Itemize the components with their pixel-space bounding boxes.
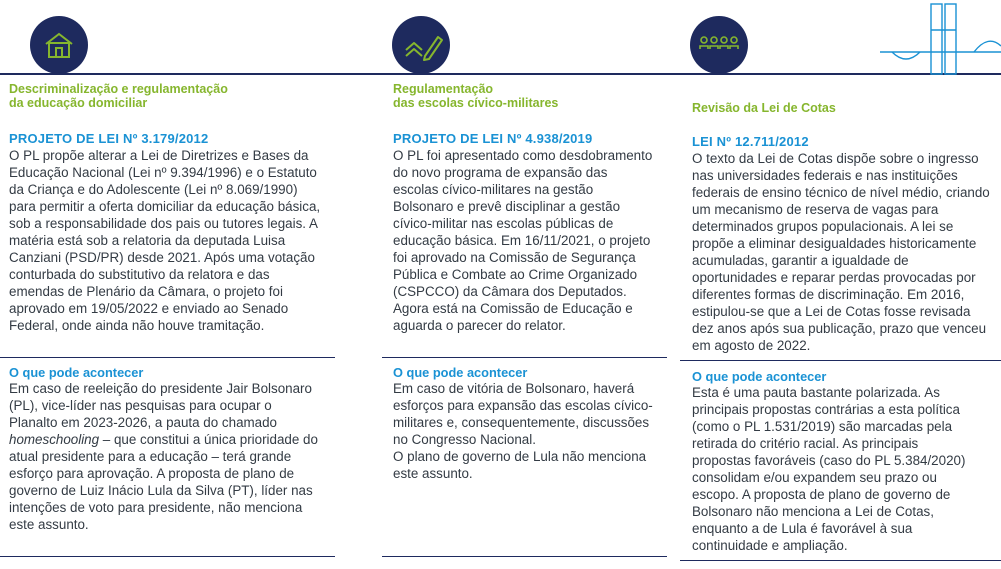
col2-bottom-rule bbox=[382, 556, 667, 557]
col3-sub-body: Esta é uma pauta bastante polarizada. As principais propostas contrárias a esta política (como o PL 1.531/2019) são marcadas pela retirada do critério racial. As principais propostas favoráveis (caso do PL 5.384/2020) consolidam e/ou expandem seu prazo ou escopo. A proposta de plano de governo de Bolsonaro não menciona a Lei de Cotas, enquanto a de Lula é favorável à sua continuidade e ampliação. bbox=[692, 385, 966, 553]
col3-bottom-rule bbox=[680, 560, 1001, 561]
congress-building-icon bbox=[880, 0, 1001, 76]
header-rule bbox=[0, 73, 1001, 75]
col2-law: PROJETO DE LEI Nº 4.938/2019 bbox=[393, 131, 593, 146]
col1-title: Descriminalização e regulamentação da educação domiciliar bbox=[9, 82, 228, 110]
col2-body: O PL foi apresentado como desdobramento do novo programa de expansão das escolas cívico-militares na gestão Bolsonaro e prevê disciplinar a gestão cívico-militar nas escolas públicas de educação básica. Em 16/11/2021, o projeto foi aprovado na Comissão de Segurança Pública e Combate ao Crime Organizado (CSPCCO) da Câmara dos Deputados. Agora está na Comissão de Educação e aguarda o parecer do relator. bbox=[393, 148, 653, 333]
col2-separator bbox=[382, 357, 667, 358]
col3-separator bbox=[680, 360, 1001, 361]
layers-icon-circle bbox=[392, 16, 450, 74]
col2-sub-body: Em caso de vitória de Bolsonaro, haverá esforços para expansão das escolas cívico-militares e, consequentemente, discussões no Congresso Nacional. O plano de governo de Lula não menciona este assunto. bbox=[393, 381, 653, 481]
col3-title: Revisão da Lei de Cotas bbox=[692, 101, 836, 115]
col3-law: LEI Nº 12.711/2012 bbox=[692, 134, 809, 149]
col1-sub-title: O que pode acontecer bbox=[9, 365, 144, 380]
col2-sub-title: O que pode acontecer bbox=[393, 365, 528, 380]
layers-pencil-icon bbox=[392, 16, 450, 74]
col1-bottom-rule bbox=[0, 556, 335, 557]
col1-law: PROJETO DE LEI Nº 3.179/2012 bbox=[9, 131, 209, 146]
col1-sub-body: Em caso de reeleição do presidente Jair Bolsonaro (PL), vice-líder nas pesquisas para ocupar o Planalto em 2023-2026, a pauta do chamado homeschooling – que constitui a única prioridade do atual presidente para a educação – terá grande esforço para aprovação. A proposta de plano de governo de Luiz Inácio Lula da Silva (PT), líder nas intenções de voto para presidente, não menciona este assunto. bbox=[9, 381, 318, 532]
col2-title: Regulamentação das escolas cívico-militares bbox=[393, 82, 559, 110]
col3-sub-title: O que pode acontecer bbox=[692, 369, 827, 384]
house-icon bbox=[30, 16, 88, 74]
col3-body: O texto da Lei de Cotas dispõe sobre o ingresso nas universidades federais e nas instituições federais de ensino técnico de nível médio, criando um mecanismo de reserva de vagas para determinados grupos populacionais. A lei se propõe a eliminar desigualdades historicamente acumuladas, garantir a igualdade de oportunidades e reparar perdas provocadas por diferentes formas de discriminação. Em 2016, estipulou-se que a Lei de Cotas fosse revisada dez anos após sua publicação, prazo que venceu em agosto de 2022. bbox=[692, 151, 990, 353]
col1-separator bbox=[0, 357, 335, 358]
house-icon-circle bbox=[30, 16, 88, 74]
people-icon-circle bbox=[690, 16, 748, 74]
people-group-icon bbox=[690, 16, 748, 74]
col1-body: O PL propõe alterar a Lei de Diretrizes e Bases da Educação Nacional (Lei nº 9.394/1996) e o Estatuto da Criança e do Adolescente (Lei nº 8.069/1990) para permitir a oferta domiciliar da educação básica, sob a responsabilidade dos pais ou tutores legais. A matéria está sob a relatoria da deputada Luisa Canziani (PSD/PR) desde 2021. Após uma votação conturbada do substitutivo da relatora e das emendas de Plenário da Câmara, o projeto foi aprovado em 19/05/2022 e enviado ao Senado Federal, onde ainda não houve tramitação. bbox=[9, 148, 321, 333]
